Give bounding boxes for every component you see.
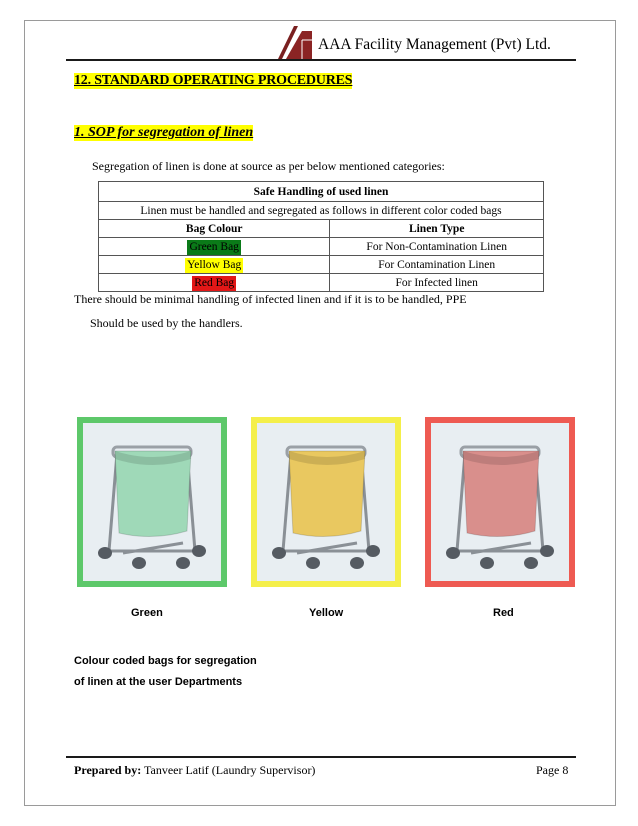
table-row [99, 274, 544, 292]
table-caption: Safe Handling of used linen [99, 182, 544, 202]
header-bag-colour: Bag Colour [99, 220, 330, 238]
body-paragraph: There should be minimal handling of infected linen and if it is to be handled, PPE [74, 292, 467, 306]
green-caption: Green [131, 607, 163, 619]
wheel [272, 547, 286, 559]
wheel [366, 545, 380, 557]
red-caption: Red [493, 607, 514, 619]
footer-rule [66, 756, 576, 758]
wheel [176, 557, 190, 569]
table-note: Linen must be handled and segregated as follows in different color coded bags [99, 202, 544, 220]
prepared-by [74, 763, 315, 778]
wheel [480, 557, 494, 569]
table-row [99, 256, 544, 274]
type-cell: For Infected linen [330, 274, 544, 292]
body-paragraph: Should be used by the handlers. [90, 316, 243, 330]
trolley-illustration [257, 423, 395, 581]
wheel [540, 545, 554, 557]
prepared-label: Prepared by: [74, 763, 142, 777]
figure-caption-line1: Colour coded bags for segregation [74, 655, 257, 667]
prepared-name: Tanveer Latif (Laundry Supervisor) [141, 763, 316, 777]
figure-caption-line2: of linen at the user Departments [74, 676, 243, 688]
wheel [132, 557, 146, 569]
page-number: Page 8 [536, 763, 569, 777]
aaa-logo [278, 26, 312, 59]
bag-cell: Red Bag [194, 276, 235, 289]
yellow-caption: Yellow [309, 607, 344, 619]
type-cell: For Contamination Linen [330, 256, 544, 274]
wheel [350, 557, 364, 569]
trolley-illustration [83, 423, 221, 581]
type-cell: For Non-Contamination Linen [330, 238, 544, 256]
section-title: 12. STANDARD OPERATING PROCEDURES [74, 73, 353, 88]
sop-title: 1. SOP for segregation of linen [74, 125, 254, 140]
red-trolley-photo [425, 417, 575, 587]
bag-cell: Yellow Bag [187, 258, 242, 271]
header-linen-type: Linen Type [330, 220, 544, 238]
trolley-illustration [431, 423, 569, 581]
company-name: AAA Facility Management (Pvt) Ltd. [318, 36, 551, 53]
header-rule [66, 59, 576, 61]
wheel [192, 545, 206, 557]
wheel [306, 557, 320, 569]
yellow-trolley-photo [251, 417, 401, 587]
wheel [524, 557, 538, 569]
wheel [446, 547, 460, 559]
wheel [98, 547, 112, 559]
linen-table [98, 181, 544, 292]
bag-cell: Green Bag [189, 240, 239, 253]
intro-text: Segregation of linen is done at source as per below mentioned categories: [92, 159, 445, 173]
green-trolley-photo [77, 417, 227, 587]
table-row [99, 238, 544, 256]
